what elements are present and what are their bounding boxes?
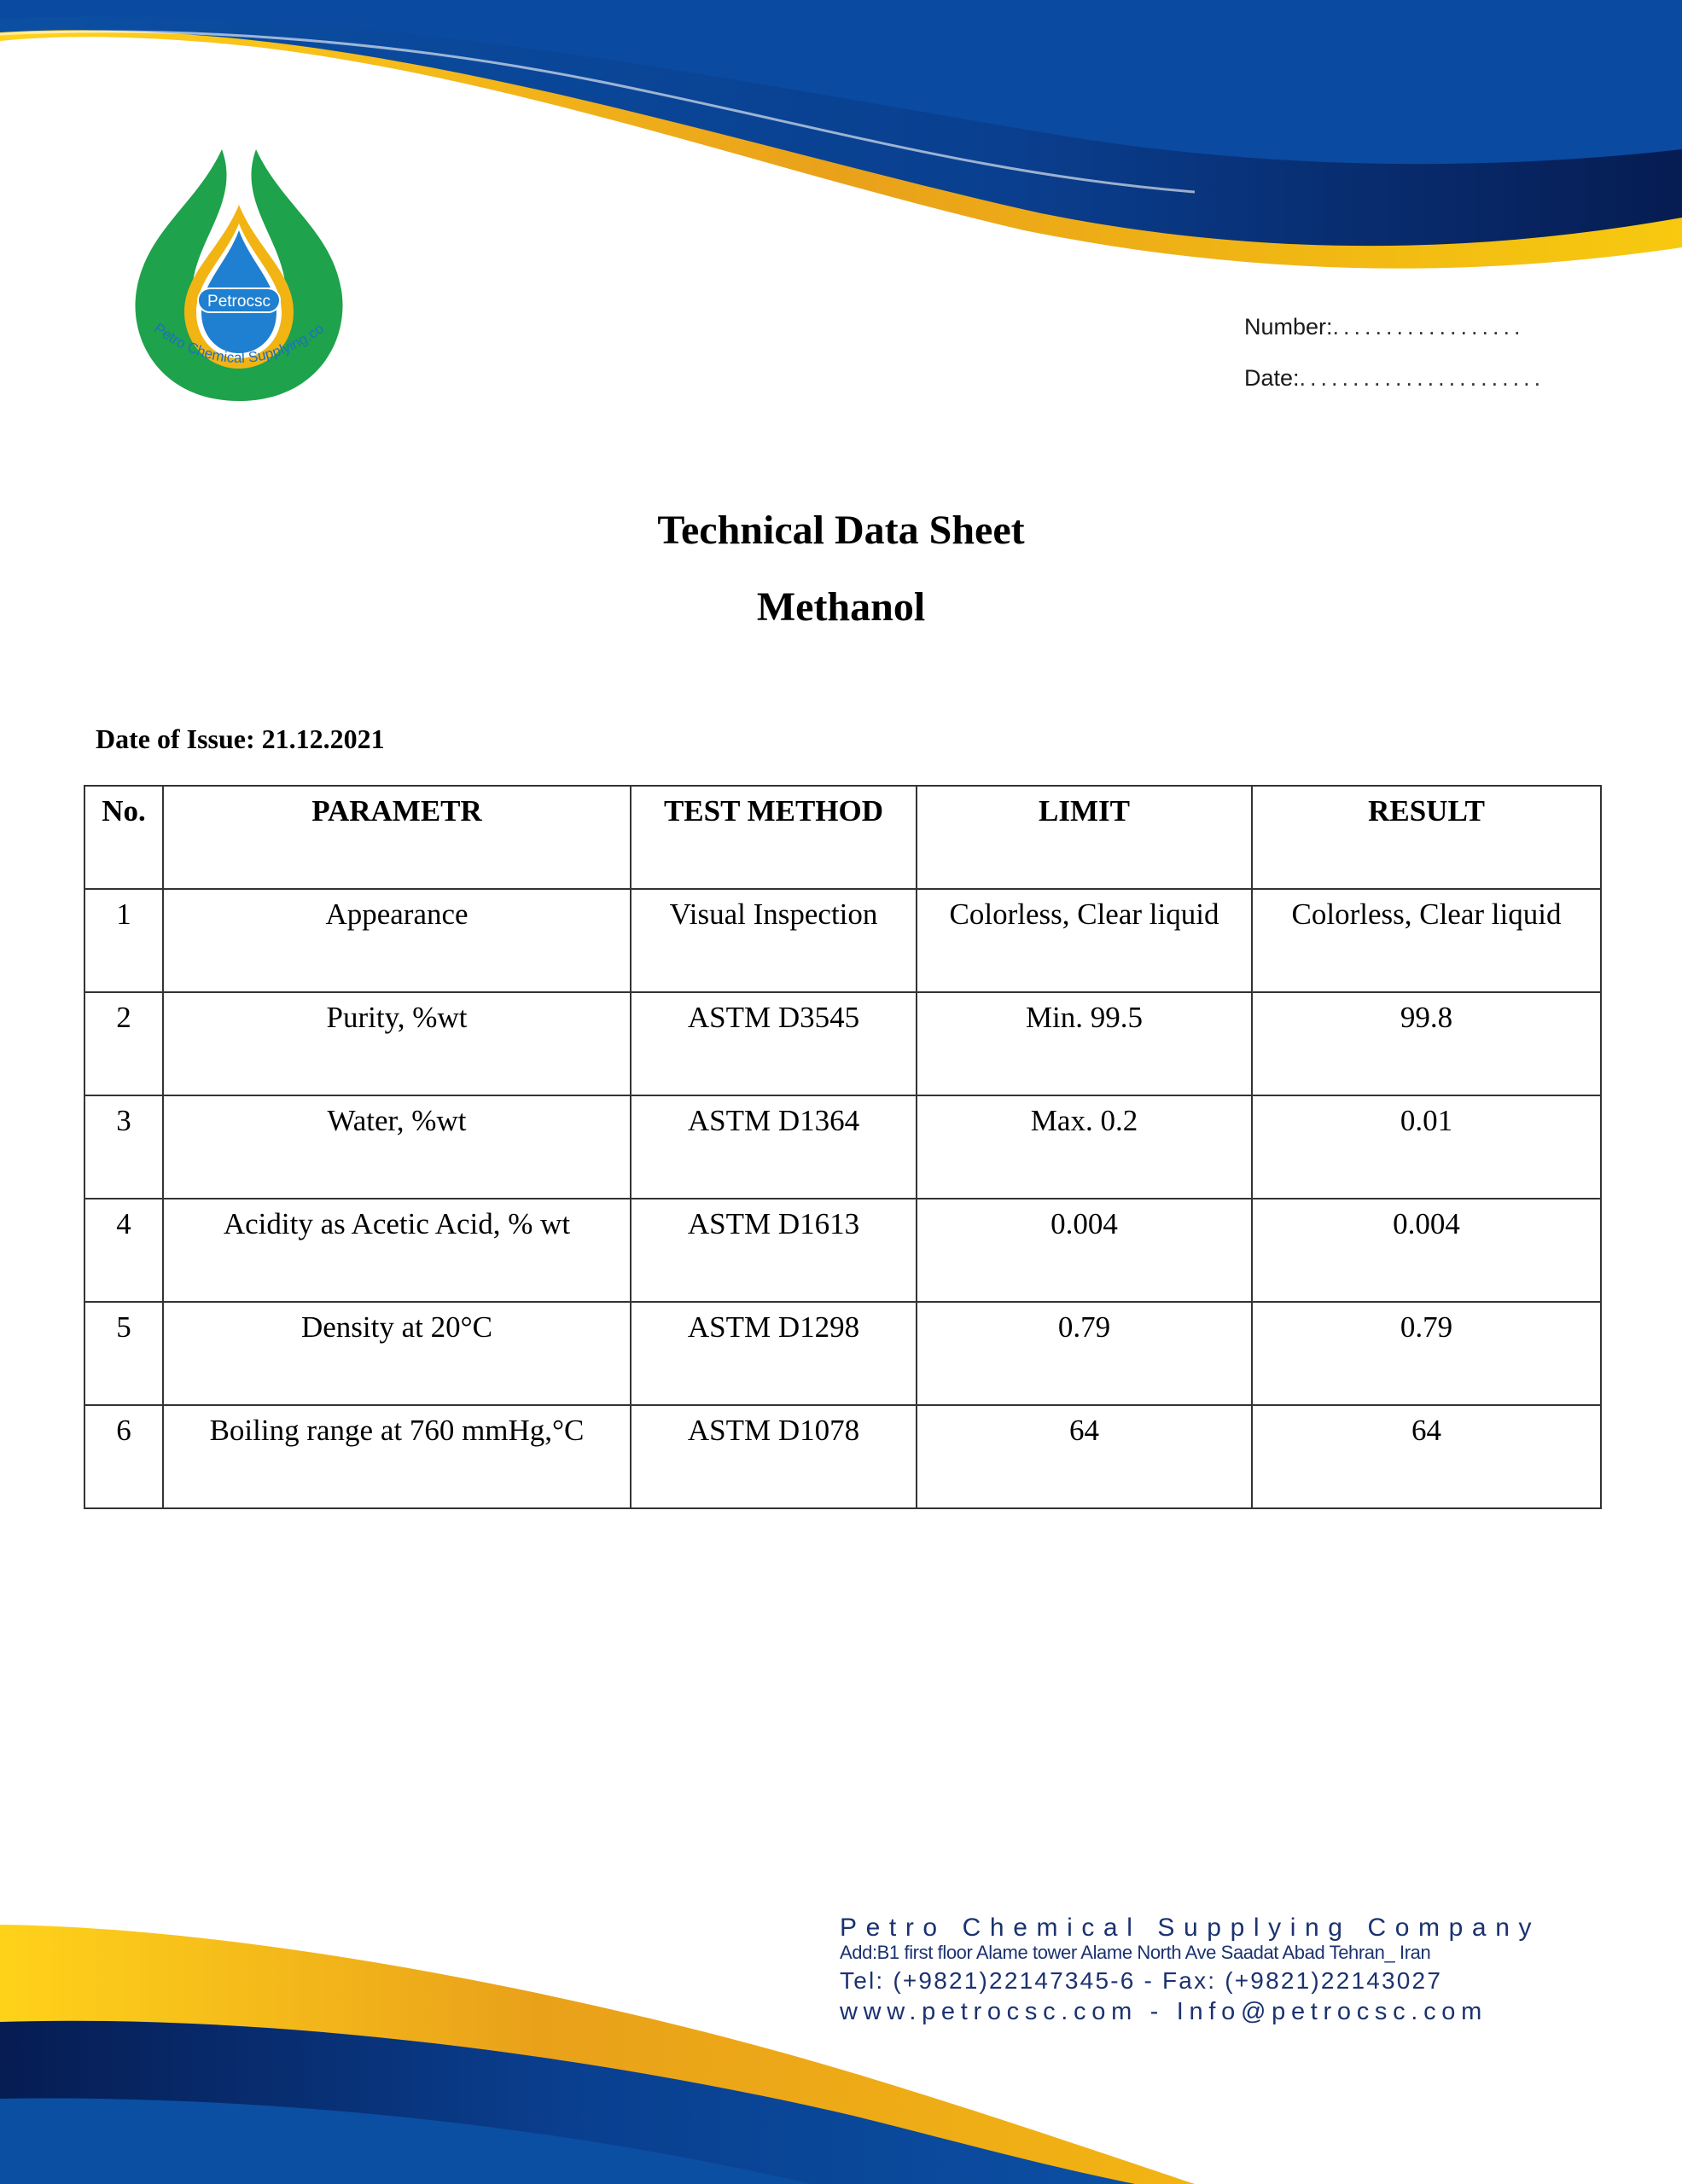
cell-limit: 64 bbox=[917, 1405, 1252, 1508]
cell-parameter: Acidity as Acetic Acid, % wt bbox=[163, 1199, 631, 1302]
document-title: Technical Data Sheet bbox=[657, 508, 1025, 553]
header-parameter: PARAMETR bbox=[163, 786, 631, 889]
cell-result: 0.004 bbox=[1252, 1199, 1601, 1302]
cell-result: 0.79 bbox=[1252, 1302, 1601, 1405]
cell-limit: Max. 0.2 bbox=[917, 1095, 1252, 1199]
table-row bbox=[84, 1199, 1601, 1302]
header-test-method: TEST METHOD bbox=[631, 786, 917, 889]
footer-phone-fax: Tel: (+9821)22147345-6 - Fax: (+9821)22143027 bbox=[840, 1967, 1443, 1994]
cell-no: 5 bbox=[84, 1302, 163, 1405]
table-row bbox=[84, 1095, 1601, 1199]
cell-test-method: ASTM D1078 bbox=[631, 1405, 917, 1508]
cell-parameter: Water, %wt bbox=[163, 1095, 631, 1199]
header-limit: LIMIT bbox=[917, 786, 1252, 889]
cell-limit: 0.004 bbox=[917, 1199, 1252, 1302]
cell-result: 99.8 bbox=[1252, 992, 1601, 1095]
footer-company-name: Petro Chemical Supplying Company bbox=[840, 1914, 1541, 1942]
date-of-issue: Date of Issue: 21.12.2021 bbox=[96, 723, 385, 754]
footer-address: Add:B1 first floor Alame tower Alame North Ave Saadat Abad Tehran_ Iran bbox=[840, 1942, 1431, 1963]
document-number-field bbox=[1244, 314, 1525, 340]
logo-brand-text: Petrocsc bbox=[207, 293, 271, 311]
cell-limit: Colorless, Clear liquid bbox=[917, 889, 1252, 992]
number-label: Number: bbox=[1244, 314, 1333, 340]
logo-ring-text: Petro Chemical Supplying.co bbox=[151, 320, 327, 367]
header-result: RESULT bbox=[1252, 786, 1601, 889]
cell-test-method: ASTM D1298 bbox=[631, 1302, 917, 1405]
cell-no: 4 bbox=[84, 1199, 163, 1302]
cell-limit: 0.79 bbox=[917, 1302, 1252, 1405]
cell-no: 6 bbox=[84, 1405, 163, 1508]
specification-table bbox=[84, 785, 1602, 1509]
cell-test-method: Visual Inspection bbox=[631, 889, 917, 992]
table-row bbox=[84, 992, 1601, 1095]
cell-parameter: Density at 20°C bbox=[163, 1302, 631, 1405]
product-name: Methanol bbox=[756, 584, 926, 630]
cell-result: 64 bbox=[1252, 1405, 1601, 1508]
cell-parameter: Boiling range at 760 mmHg,°C bbox=[163, 1405, 631, 1508]
cell-limit: Min. 99.5 bbox=[917, 992, 1252, 1095]
number-placeholder-dots: .................. bbox=[1332, 314, 1525, 340]
table-row bbox=[84, 1302, 1601, 1405]
company-logo bbox=[128, 145, 350, 410]
date-placeholder-dots: ....................... bbox=[1299, 365, 1545, 391]
cell-test-method: ASTM D1364 bbox=[631, 1095, 917, 1199]
footer-web-email: www.petrocsc.com - Info@petrocsc.com bbox=[840, 1998, 1487, 2025]
header-no: No. bbox=[84, 786, 163, 889]
table-header-row bbox=[84, 786, 1601, 889]
cell-no: 1 bbox=[84, 889, 163, 992]
cell-no: 2 bbox=[84, 992, 163, 1095]
cell-parameter: Appearance bbox=[163, 889, 631, 992]
date-label: Date: bbox=[1244, 365, 1300, 391]
cell-parameter: Purity, %wt bbox=[163, 992, 631, 1095]
table-row bbox=[84, 1405, 1601, 1508]
document-date-field bbox=[1244, 365, 1545, 392]
cell-result: 0.01 bbox=[1252, 1095, 1601, 1199]
table-row bbox=[84, 889, 1601, 992]
cell-test-method: ASTM D1613 bbox=[631, 1199, 917, 1302]
cell-result: Colorless, Clear liquid bbox=[1252, 889, 1601, 992]
cell-test-method: ASTM D3545 bbox=[631, 992, 917, 1095]
cell-no: 3 bbox=[84, 1095, 163, 1199]
